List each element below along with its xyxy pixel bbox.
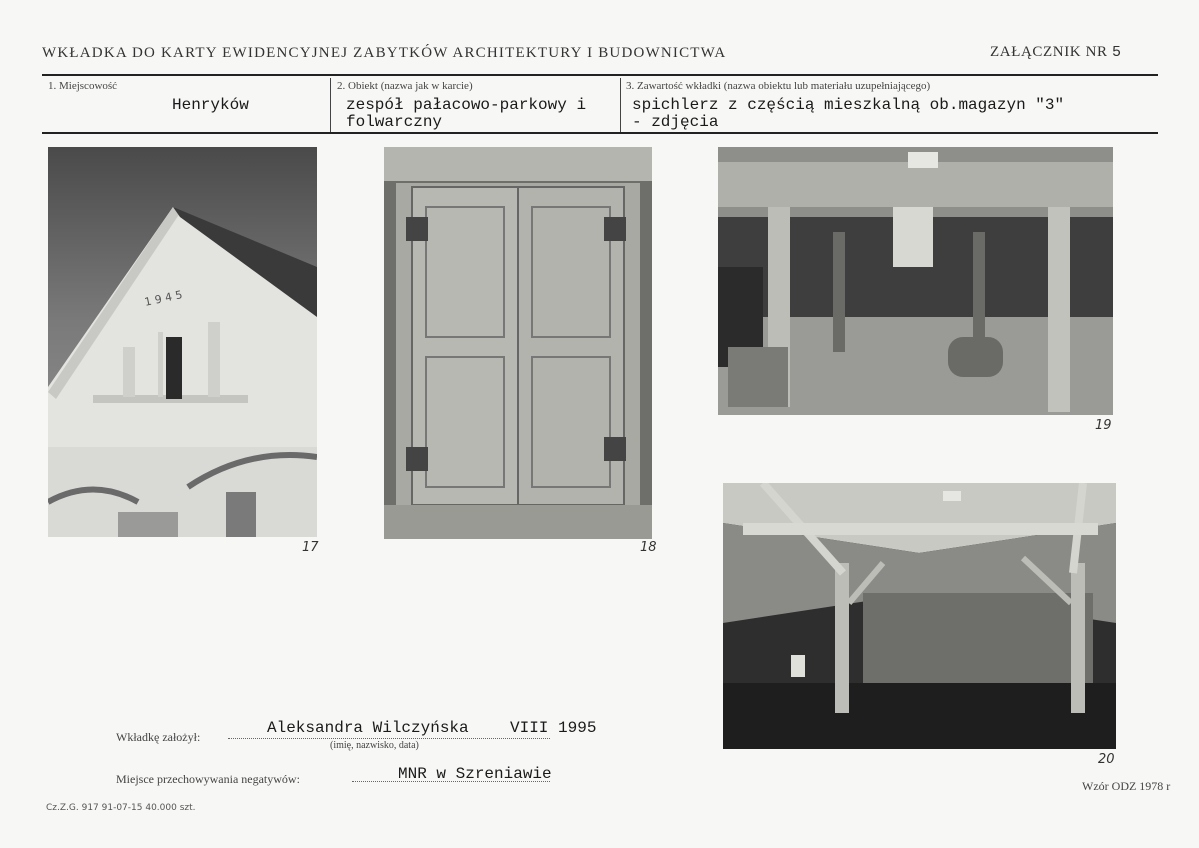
negatives-label: Miejsce przechowywania negatywów:: [116, 772, 300, 786]
content-value-line2: - zdjęcia: [632, 113, 719, 131]
content-value-line1: spichlerz z częścią mieszkalną ob.magazyn "3": [632, 96, 1065, 114]
gable-inscription: 1 9 4 5: [143, 288, 184, 309]
founded-dotted-line: [228, 738, 550, 739]
negatives-value: MNR w Szreniawie: [398, 765, 552, 783]
interior-ground-drawing: [718, 147, 1113, 415]
form-code: Wzór ODZ 1978 r: [1082, 779, 1171, 793]
header-rule-bottom: [42, 132, 1158, 134]
photo-gable: [48, 147, 317, 537]
photo-number-19: 19: [1095, 418, 1112, 433]
photo-attic: [723, 483, 1116, 749]
door-drawing: [384, 147, 652, 539]
print-info: Cz.Z.G. 917 91-07-15 40.000 szt.: [46, 803, 196, 813]
photo-number-20: 20: [1098, 752, 1115, 767]
field-separator-2: [620, 78, 621, 132]
object-value-line2: folwarczny: [346, 113, 443, 131]
object-value-line1: zespół pałacowo-parkowy i: [346, 96, 587, 114]
author-date: VIII 1995: [510, 719, 597, 737]
object-label: 2. Obiekt (nazwa jak w karcie): [337, 80, 473, 92]
attachment-label-text: ZAŁĄCZNIK NR: [990, 44, 1108, 60]
content-label: 3. Zawartość wkładki (nazwa obiektu lub materiału uzupełniającego): [626, 80, 931, 92]
header-rule-top: [42, 74, 1158, 76]
author-hint: (imię, nazwisko, data): [330, 740, 419, 751]
attic-drawing: [723, 483, 1116, 749]
founded-label: Wkładkę założył:: [116, 730, 201, 744]
author-name: Aleksandra Wilczyńska: [267, 719, 469, 737]
photo-number-17: 17: [302, 540, 319, 555]
field-separator-1: [330, 78, 331, 132]
attachment-number: 5: [1111, 44, 1122, 61]
photo-number-18: 18: [640, 540, 657, 555]
form-title: WKŁADKA DO KARTY EWIDENCYJNEJ ZABYTKÓW ARCHITEKTURY I BUDOWNICTWA: [42, 45, 727, 61]
attachment-label: [990, 44, 1122, 61]
gable-drawing: [48, 147, 317, 537]
place-label: 1. Miejscowość: [48, 80, 118, 92]
photo-interior-ground: [718, 147, 1113, 415]
place-value: Henryków: [172, 96, 249, 114]
photo-door: [384, 147, 652, 539]
